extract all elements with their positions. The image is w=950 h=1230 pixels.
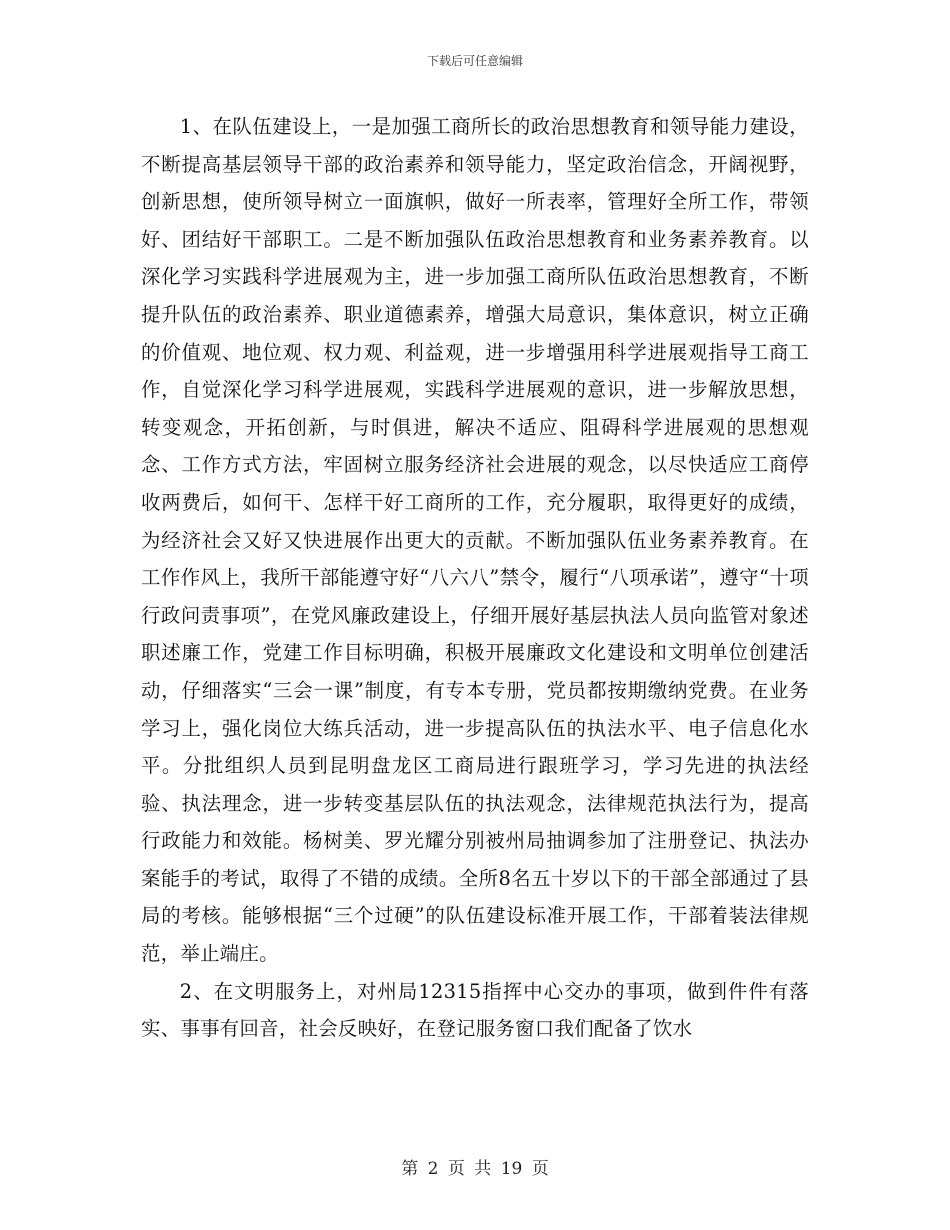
- document-body: [141, 108, 809, 1048]
- page-header-note: 下载后可任意编辑: [426, 54, 523, 68]
- paragraph-team-building: 1、在队伍建设上，一是加强工商所长的政治思想教育和领导能力建设，不断提高基层领导干部的政治素养和领导能力，坚定政治信念，开阔视野，创新思想，使所领导树立一面旗帜，做好一所表率，管理好全所工作，带领好、团结好干部职工。二是不断加强队伍政治思想教育和业务素养教育。以深化学习实践科学进展观为主，进一步加强工商所队伍政治思想教育，不断提升队伍的政治素养、职业道德素养，增强大局意识，集体意识，树立正确的价值观、地位观、权力观、利益观，进一步增强用科学进展观指导工商工作，自觉深化学习科学进展观，实践科学进展观的意识，进一步解放思想，转变观念，开拓创新，与时俱进，解决不适应、阻碍科学进展观的思想观念、工作方式方法，牢固树立服务经济社会进展的观念，以尽快适应工商停收两费后，如何干、怎样干好工商所的工作，充分履职，取得更好的成绩，为经济社会又好又快进展作出更大的贡献。不断加强队伍业务素养教育。在工作作风上，我所干部能遵守好“八六八”禁令，履行“八项承诺”，遵守“十项行政问责事项”，在党风廉政建设上，仔细开展好基层执法人员向监管对象述职述廉工作，党建工作目标明确，积极开展廉政文化建设和文明单位创建活动，仔细落实“三会一课”制度，有专本专册，党员都按期缴纳党费。在业务学习上，强化岗位大练兵活动，进一步提高队伍的执法水平、电子信息化水平。分批组织人员到昆明盘龙区工商局进行跟班学习，学习先进的执法经验、执法理念，进一步转变基层队伍的执法观念，法律规范执法行为，提高行政能力和效能。杨树美、罗光耀分别被州局抽调参加了注册登记、执法办案能手的考试，取得了不错的成绩。全所8名五十岁以下的干部全部通过了县局的考核。能够根据“三个过硬”的队伍建设标准开展工作，干部着装法律规范，举止端庄。: [141, 115, 809, 966]
- paragraph-civil-service: 2、在文明服务上，对州局12315指挥中心交办的事项，做到件件有落实、事事有回音，社会反映好，在登记服务窗口我们配备了饮水: [141, 979, 809, 1041]
- page-number-footer: 第 2 页 共 19 页: [401, 1159, 549, 1179]
